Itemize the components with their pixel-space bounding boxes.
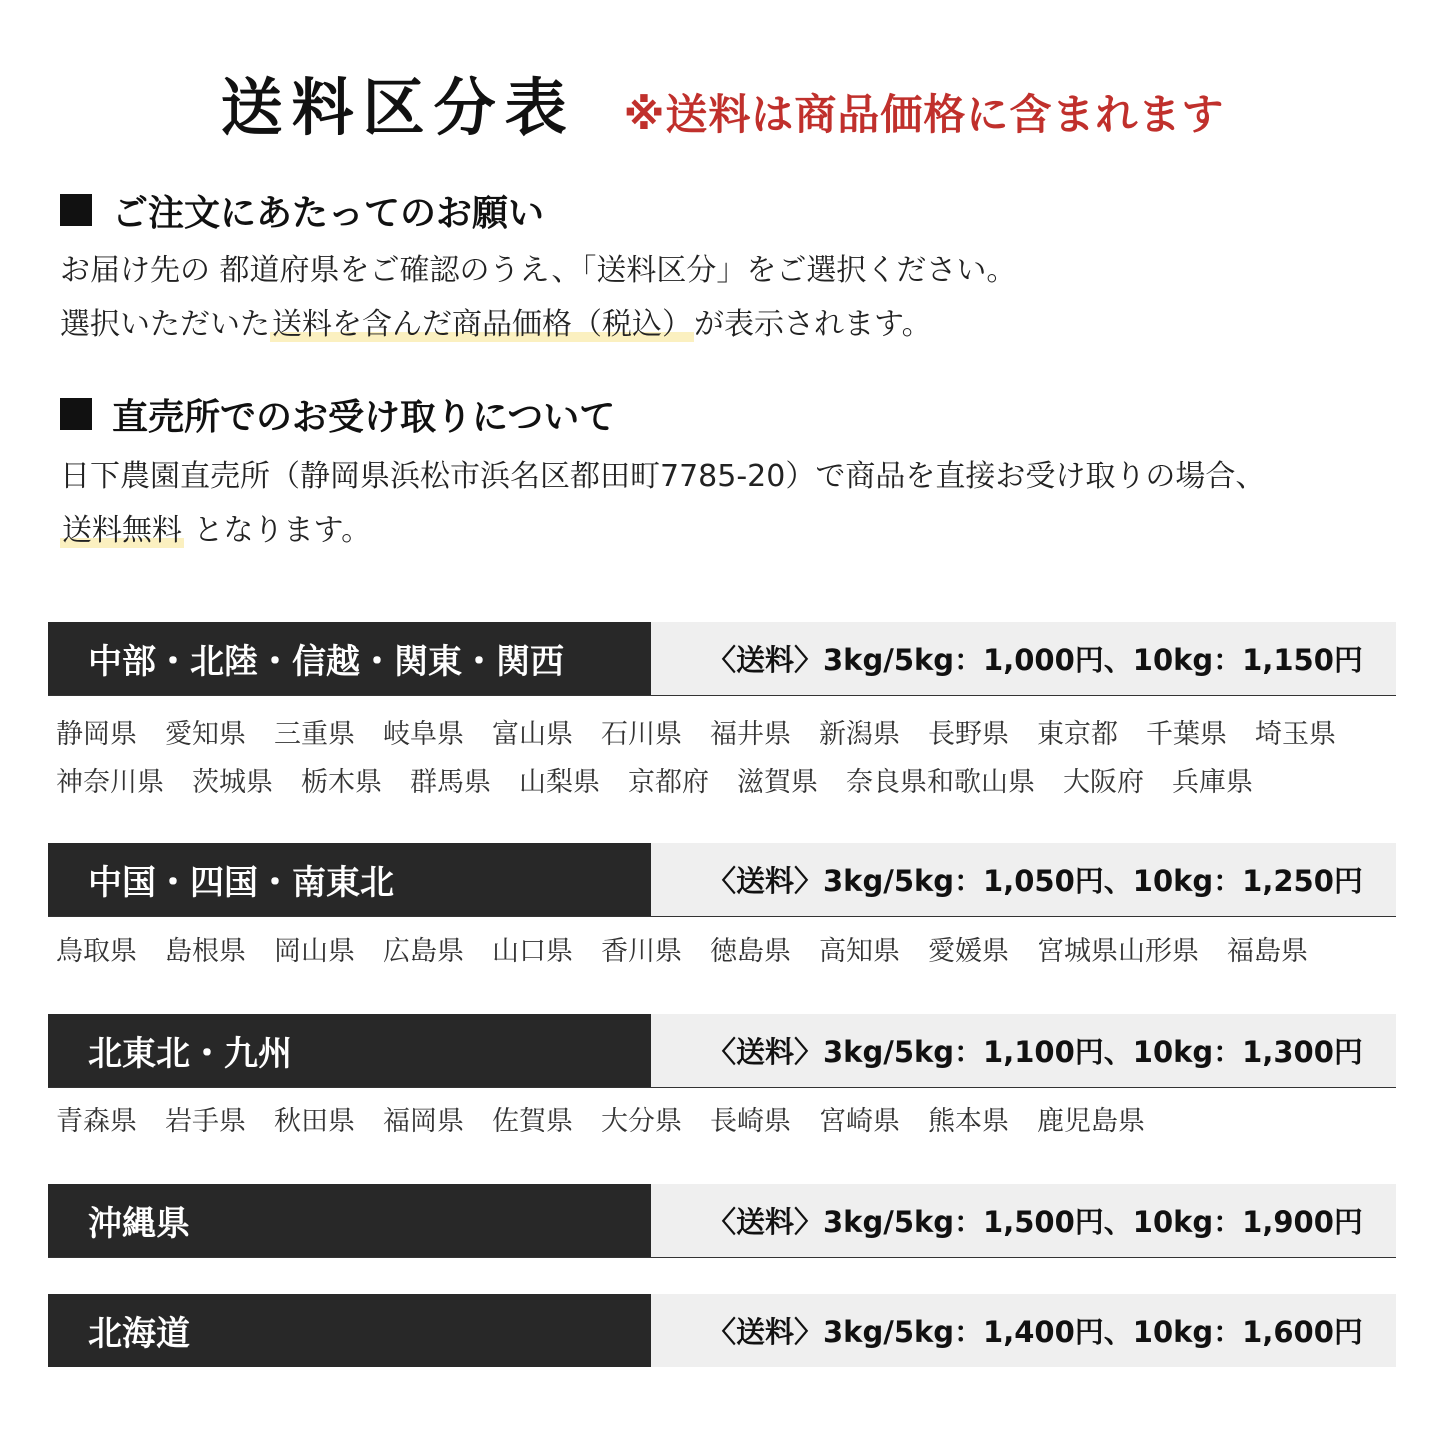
prefecture: 山口県 [492,936,573,967]
prefecture: 宮崎県 [819,1106,900,1137]
zone-name: 沖縄県 [48,1184,651,1257]
zone-band [48,1014,1396,1088]
prefecture: 岐阜県 [383,719,464,750]
order-notice-heading [60,184,1420,236]
zone-prefecture-list [56,1099,1401,1145]
prefecture: 兵庫県 [1172,767,1253,798]
prefecture: 神奈川県 [56,767,164,798]
prefecture: 群馬県 [410,767,491,798]
prefecture: 愛媛県 [928,936,1009,967]
zone-price: 〈送料〉3kg/5kg：1,100円、10kg：1,300円 [651,1014,1396,1087]
pickup-notice-line1: 日下農園直売所（静岡県浜松市浜名区都田町7785-20）で商品を直接お受け取りの場合、 [60,459,1266,494]
prefecture: 埼玉県 [1255,719,1336,750]
prefecture: 青森県 [56,1106,137,1137]
prefecture: 佐賀県 [492,1106,573,1137]
prefecture: 岩手県 [165,1106,246,1137]
prefecture: 長野県 [928,719,1009,750]
pickup-notice-section [60,388,1420,558]
prefecture: 福岡県 [383,1106,464,1137]
square-bullet-icon [60,194,92,226]
prefecture: 新潟県 [819,719,900,750]
order-notice-highlight: 送料を含んだ商品価格（税込） [272,307,692,342]
prefecture: 熊本県 [928,1106,1009,1137]
prefecture: 東京都 [1037,719,1118,750]
order-notice-heading-text: ご注文にあたってのお願い [112,192,545,234]
prefecture: 鹿児島県 [1037,1106,1145,1137]
order-notice-line1: お届け先の 都道府県をご確認のうえ、「送料区分」をご選択ください。 [60,253,1017,288]
pickup-notice-line2-post: となります。 [184,513,372,548]
zone-band [48,843,1396,917]
title-row [0,58,1445,147]
zone-band [48,622,1396,696]
zone-name: 北東北・九州 [48,1014,651,1087]
pickup-notice-heading [60,388,1420,440]
prefecture: 山梨県 [519,767,600,798]
zone-band [48,1294,1396,1367]
prefecture: 鳥取県 [56,936,137,967]
prefecture: 石川県 [601,719,682,750]
prefecture: 茨城県 [192,767,273,798]
zone-name: 中国・四国・南東北 [48,843,651,916]
pickup-notice-highlight: 送料無料 [62,513,182,548]
prefecture: 栃木県 [301,767,382,798]
zone-name: 北海道 [48,1294,651,1367]
pickup-notice-line2 [60,504,1420,558]
zone-prefecture-list [56,712,1401,806]
prefecture: 静岡県 [56,719,137,750]
prefecture: 三重県 [274,719,355,750]
order-notice-section [60,184,1420,352]
zone-price: 〈送料〉3kg/5kg：1,400円、10kg：1,600円 [651,1294,1396,1367]
prefecture: 大阪府 [1063,767,1144,798]
square-bullet-icon [60,398,92,430]
prefecture: 岡山県 [274,936,355,967]
prefecture: 高知県 [819,936,900,967]
pickup-notice-heading-text: 直売所でのお受け取りについて [112,396,616,438]
prefecture: 千葉県 [1146,719,1227,750]
prefecture: 広島県 [383,936,464,967]
prefecture: 香川県 [601,936,682,967]
prefecture: 徳島県 [710,936,791,967]
zone-price: 〈送料〉3kg/5kg：1,500円、10kg：1,900円 [651,1184,1396,1257]
page-title: 送料区分表 [220,71,576,144]
prefecture: 滋賀県 [737,767,818,798]
order-notice-line2 [60,298,1420,352]
prefecture: 島根県 [165,936,246,967]
prefecture: 福島県 [1227,936,1308,967]
zone-prefecture-list [56,929,1401,975]
zone-price: 〈送料〉3kg/5kg：1,050円、10kg：1,250円 [651,843,1396,916]
order-notice-line2-pre: 選択いただいた [60,307,270,342]
prefecture: 愛知県 [165,719,246,750]
prefecture: 福井県 [710,719,791,750]
prefecture: 大分県 [601,1106,682,1137]
order-notice-line2-post: が表示されます。 [694,307,932,342]
prefecture: 奈良県和歌山県 [846,767,1035,798]
price-included-note: ※送料は商品価格に含まれます [623,90,1225,139]
prefecture: 長崎県 [710,1106,791,1137]
prefecture: 京都府 [628,767,709,798]
zone-name: 中部・北陸・信越・関東・関西 [48,622,651,695]
zone-price: 〈送料〉3kg/5kg：1,000円、10kg：1,150円 [651,622,1396,695]
prefecture: 宮城県山形県 [1037,936,1199,967]
zone-band [48,1184,1396,1258]
prefecture: 秋田県 [274,1106,355,1137]
prefecture: 富山県 [492,719,573,750]
